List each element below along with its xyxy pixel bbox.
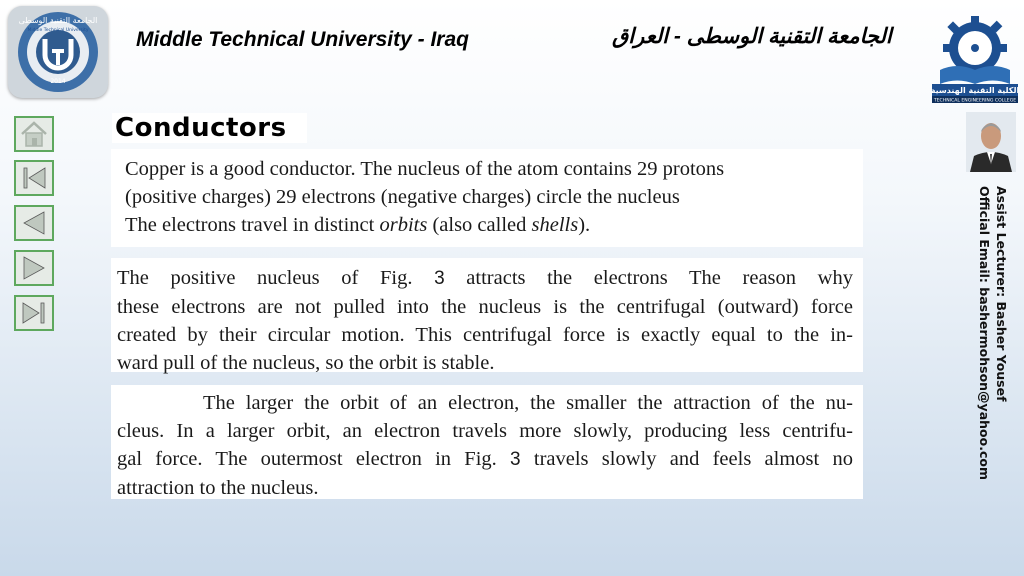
svg-text:TECHNICAL ENGINEERING COLLEGE: TECHNICAL ENGINEERING COLLEGE (933, 98, 1017, 104)
text-run: attracts the electrons The reason why (444, 267, 853, 289)
svg-text:2014: 2014 (50, 78, 66, 85)
svg-text:Middle Technical University: Middle Technical University (27, 28, 89, 33)
next-slide-button[interactable] (14, 250, 54, 286)
university-seal-icon (12, 9, 104, 95)
paragraph-line: The larger the orbit of an electron, the smaller the attraction of the nu- (203, 392, 853, 414)
paragraph-line: cleus. In a larger orbit, an electron travels more slowly, producing less centrifu- (117, 420, 853, 442)
paragraph-positive-nucleus (111, 258, 863, 372)
emphasis-shells: shells (531, 214, 579, 236)
text-run: The electrons travel in distinct (125, 214, 380, 236)
previous-slide-button[interactable] (14, 205, 54, 241)
lecturer-info (976, 186, 1010, 480)
text-run: The positive nucleus of Fig. (117, 267, 435, 289)
emphasis-orbits: orbits (379, 214, 428, 236)
gear-emblem-icon (930, 14, 1020, 104)
paragraph-line: these electrons are not pulled into the nucleus is the centrifugal (outward) force (117, 296, 853, 318)
person-portrait-icon (966, 112, 1016, 172)
figure-number: 3 (510, 449, 521, 470)
text-run: travels slowly and feels almost no (520, 448, 853, 470)
text-run: gal force. The outermost electron in Fig. (117, 448, 511, 470)
home-icon (19, 120, 49, 148)
paragraph-line: created by their circular motion. This centrifugal force is exactly equal to the in- (117, 324, 853, 346)
college-logo (930, 14, 1020, 104)
skip-to-start-icon (19, 164, 49, 192)
paragraph-line: Copper is a good conductor. The nucleus of the atom contains 29 protons (125, 158, 725, 180)
paragraph-line (117, 445, 853, 474)
paragraph-larger-orbit (111, 385, 863, 499)
university-logo (8, 6, 108, 98)
home-button[interactable] (14, 116, 54, 152)
paragraph-copper-conductor (111, 149, 863, 247)
text-run: (also called (427, 214, 532, 236)
slide-title: Conductors (115, 113, 287, 143)
text-run: ). (578, 214, 591, 236)
svg-text:الجامعة التقنية الوسطى: الجامعة التقنية الوسطى (18, 16, 98, 25)
university-name-arabic: الجامعة التقنية الوسطى - العراق (612, 25, 892, 48)
paragraph-line: (positive charges) 29 electrons (negative charges) circle the nucleus (125, 186, 680, 208)
figure-number: 3 (434, 268, 445, 289)
last-slide-button[interactable] (14, 295, 54, 331)
triangle-left-icon (19, 209, 49, 237)
skip-to-end-icon (19, 299, 49, 327)
lecturer-email: Official Email: bashermohson@yahoo.com (977, 186, 992, 480)
svg-text:الكلية التقنية الهندسية: الكلية التقنية الهندسية (930, 86, 1020, 95)
paragraph-line (117, 264, 853, 293)
paragraph-line: attraction to the nucleus. (117, 477, 319, 499)
triangle-right-icon (19, 254, 49, 282)
lecturer-photo (966, 112, 1016, 172)
first-slide-button[interactable] (14, 160, 54, 196)
lecturer-name: Assist Lecturer: Basher Yousef (994, 186, 1009, 402)
title-box (112, 113, 307, 143)
paragraph-line: ward pull of the nucleus, so the orbit is stable. (117, 352, 495, 374)
paragraph-line (125, 211, 853, 239)
university-name-english: Middle Technical University - Iraq (136, 28, 469, 51)
